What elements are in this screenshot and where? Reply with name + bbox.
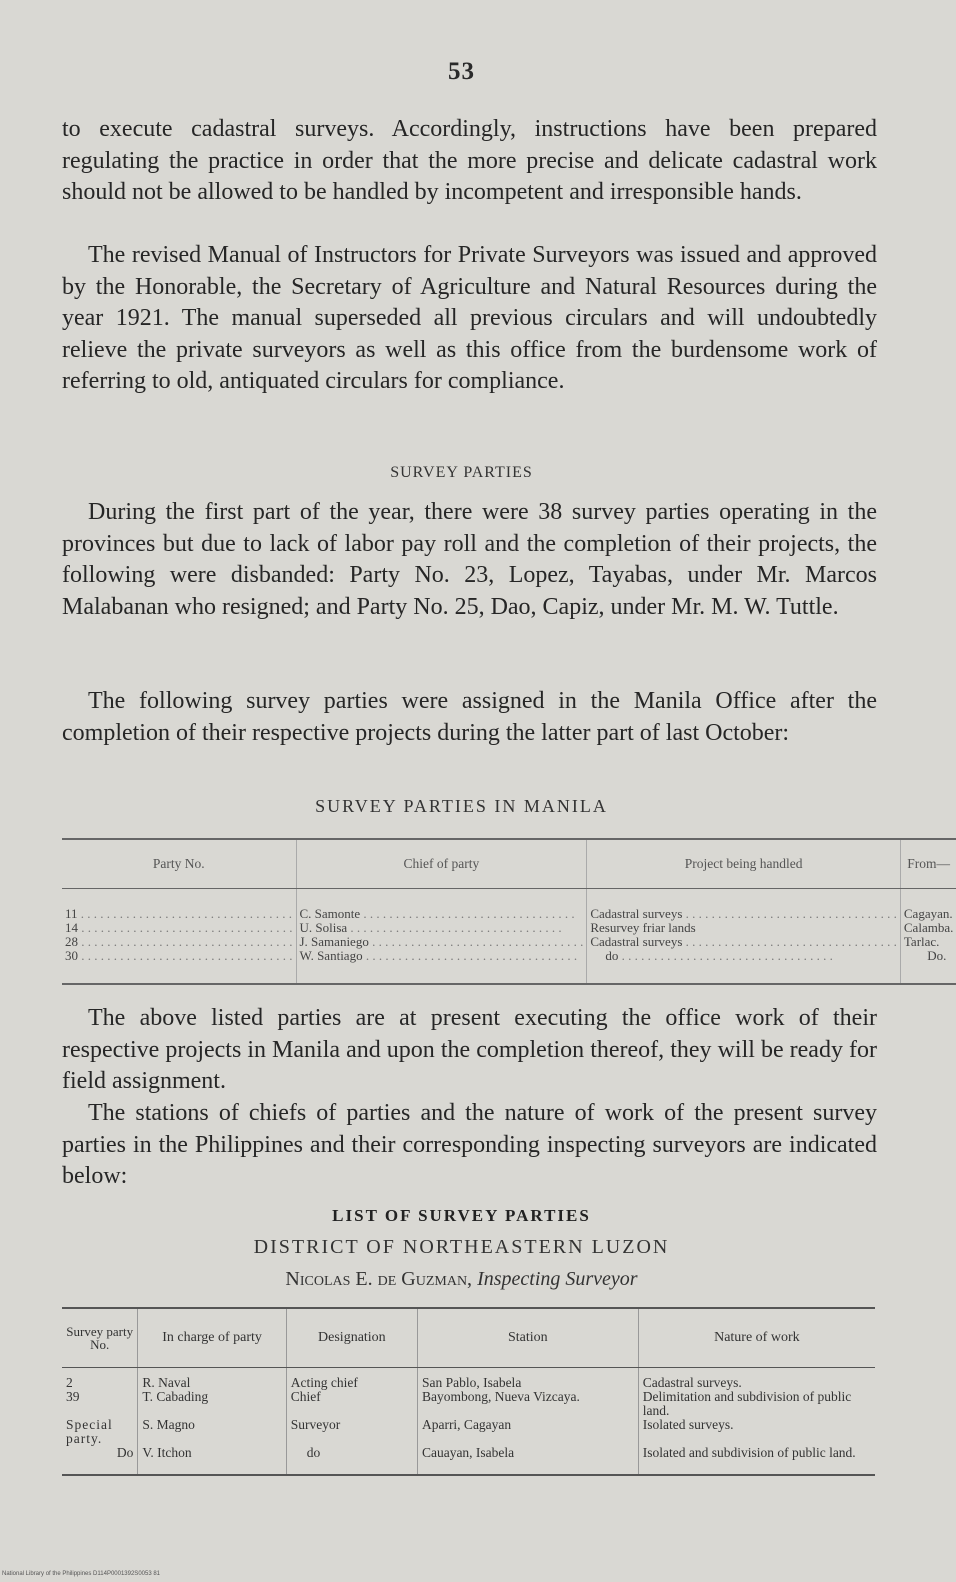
table-row <box>62 921 956 935</box>
paragraph-1: to execute cadastral surveys. Accordingly, instructions have been prepared regulating the practice in order that the more precise and delicate cadastral work should not be allowed to be handled by incompetent and irresponsible hands. <box>62 116 877 205</box>
table-row <box>62 935 956 949</box>
col-from: From— <box>900 839 956 889</box>
table-row <box>62 949 956 984</box>
col-chief: Chief of party <box>296 839 587 889</box>
col-survey-party-no: Survey party No. <box>62 1308 138 1368</box>
district-parties-table <box>62 1307 875 1476</box>
in-charge: T. Cabading <box>138 1390 286 1418</box>
page-number: 53 <box>448 58 475 85</box>
project: do . . . <box>605 949 897 963</box>
designation: Surveyor <box>286 1418 417 1446</box>
designation: Chief <box>286 1390 417 1418</box>
chief: W. Santiago . . . <box>300 949 584 963</box>
table-row <box>62 1390 875 1418</box>
in-charge: V. Itchon <box>138 1446 286 1475</box>
heading-inspector <box>0 1268 923 1291</box>
table-row <box>62 1368 875 1391</box>
nature-of-work: Isolated surveys. <box>638 1418 875 1446</box>
paragraph-2: The revised Manual of Instructors for Private Surveyors was issued and approved by the Honorable, the Secretary of Agriculture and Natural Resources during the year 1921. The manual superseded all previous circulars and will undoubtedly relieve the private surveyors as well as this office from the burdensome work of referring to old, antiquated circulars for compliance. <box>62 242 877 394</box>
scan-footer: National Library of the Philippines D114P0001392S0053 81 <box>2 1571 161 1577</box>
nature-of-work: Isolated and subdivision of public land. <box>638 1446 875 1475</box>
col-project: Project being handled <box>587 839 901 889</box>
project: Cadastral surveys . . . <box>590 907 897 921</box>
col-party-no: Party No. <box>62 839 296 889</box>
chief: C. Samonte . . . <box>300 907 584 921</box>
in-charge: R. Naval <box>138 1368 286 1391</box>
station: Aparri, Cagayan <box>417 1418 638 1446</box>
nature-of-work: Delimitation and subdivision of public land. <box>638 1390 875 1418</box>
from: Cagayan. <box>903 906 953 921</box>
from: Tarlac. <box>903 934 940 949</box>
heading-district: DISTRICT OF NORTHEASTERN LUZON <box>253 1236 670 1258</box>
designation: Acting chief <box>286 1368 417 1391</box>
col-in-charge: In charge of party <box>138 1308 286 1368</box>
col-nature-of-work: Nature of work <box>638 1308 875 1368</box>
inspector-title: Inspecting Surveyor <box>477 1268 638 1290</box>
inspector-name: Nicolas E. de Guzman, <box>285 1268 473 1290</box>
station: Cauayan, Isabela <box>417 1446 638 1475</box>
station: Bayombong, Nueva Vizcaya. <box>417 1390 638 1418</box>
chief: J. Samaniego . . . <box>300 935 584 949</box>
station: San Pablo, Isabela <box>417 1368 638 1391</box>
col-designation: Designation <box>286 1308 417 1368</box>
paragraph-5: The above listed parties are at present executing the office work of their respective projects in Manila and upon the completion thereof, they will be ready for field assignment. <box>62 1005 877 1094</box>
table-row <box>62 1418 875 1446</box>
party-no: 2 <box>66 1375 73 1390</box>
project: Cadastral surveys . . . <box>590 935 897 949</box>
heading-survey-parties: SURVEY PARTIES <box>390 464 533 481</box>
paragraph-6: The stations of chiefs of parties and the nature of work of the present survey parties in the Philippines and their corresponding inspecting surveyors are indicated below: <box>62 1100 877 1189</box>
heading-list-of-survey-parties: LIST OF SURVEY PARTIES <box>332 1206 591 1225</box>
table-row <box>62 1446 875 1475</box>
party-no: 39 <box>66 1389 80 1404</box>
party-no: 30 . . . <box>65 949 293 963</box>
party-no: Do <box>62 1446 138 1475</box>
nature-of-work: Cadastral surveys. <box>638 1368 875 1391</box>
party-no: Special party. <box>66 1417 113 1446</box>
party-no: 11 . . . <box>65 907 293 921</box>
table-row <box>62 889 956 922</box>
from: Calamba. <box>903 920 954 935</box>
paragraph-4: The following survey parties were assigned in the Manila Office after the completion of their respective projects during the latter part of last October: <box>62 688 877 746</box>
project: Resurvey friar lands <box>590 920 696 935</box>
in-charge: S. Magno <box>138 1418 286 1446</box>
chief: U. Solisa . . . <box>300 921 584 935</box>
paragraph-3: During the first part of the year, there were 38 survey parties operating in the provinces but due to lack of labor pay roll and the completion of their projects, the following were disbanded: Party No. 23, Lopez, Tayabas, under Mr. Marcos Malabanan who resigned; and Party No. 25, Dao, Capiz, under Mr. M. W. Tuttle. <box>62 499 877 620</box>
party-no: 14 . . . <box>65 921 293 935</box>
from: Do. <box>927 948 947 963</box>
designation: do <box>286 1446 417 1475</box>
party-no: 28 . . . <box>65 935 293 949</box>
manila-parties-table <box>62 838 956 985</box>
heading-survey-parties-in-manila: SURVEY PARTIES IN MANILA <box>315 796 608 816</box>
col-station: Station <box>417 1308 638 1368</box>
